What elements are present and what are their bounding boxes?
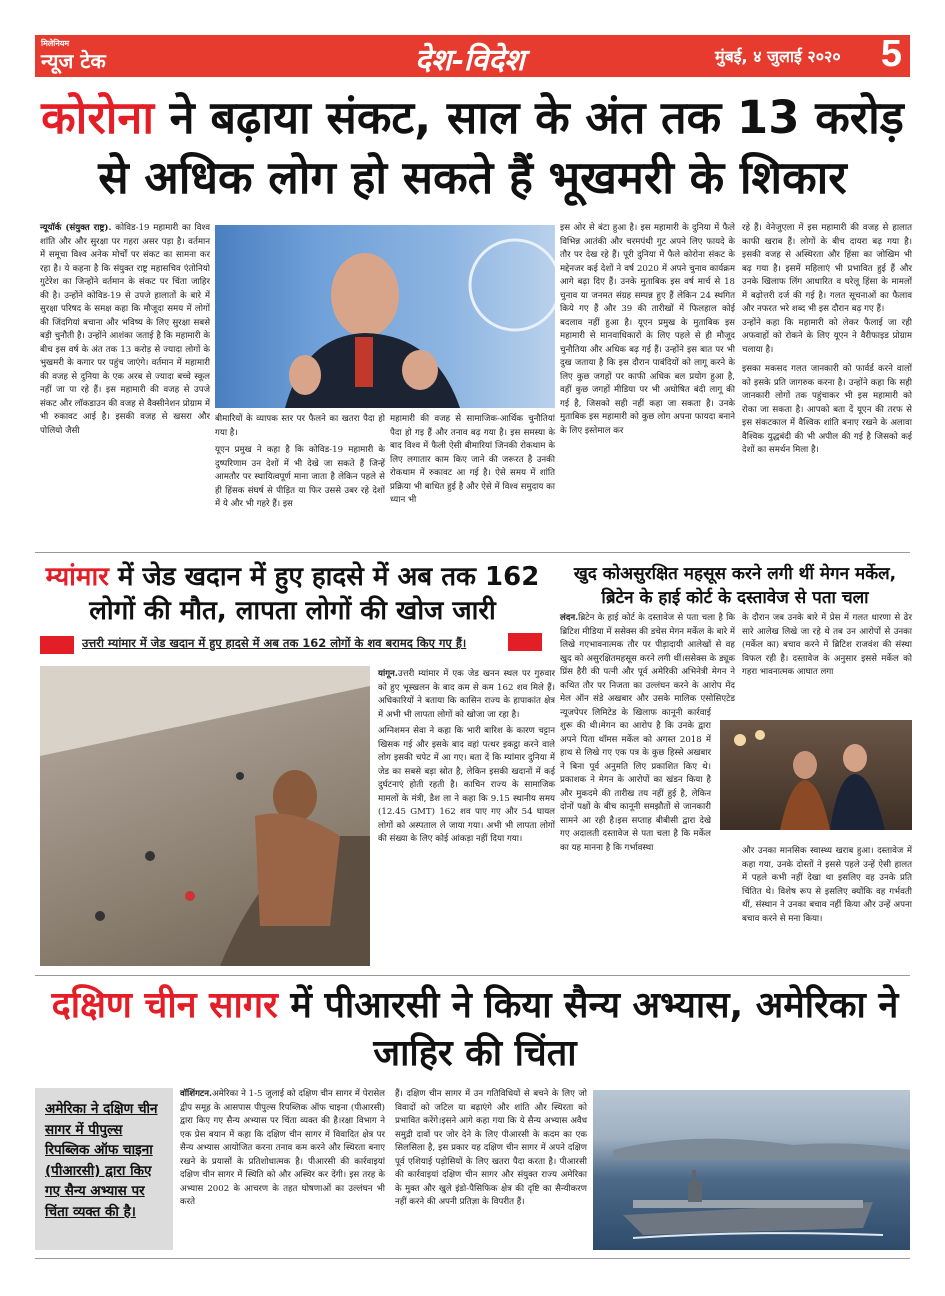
divider — [35, 1258, 910, 1259]
article-column: और उनका मानसिक स्वास्थ्य खराब हुआ। दस्तावेज में कहा गया, उनके दोस्तों ने इससे पहले उन्हें ऐसी हालत में पहले कभी नहीं देखा था इसलिए वह उनके प्रति चिंतित थे। विशेष रूप से इसलिए क्योंकि वह गर्भवती थीं, संस्थान ने उनका बचाव नहीं किया और उन्हें अपना बचाव करने से मना किया। — [742, 846, 912, 924]
headline-text: में पीआरसी ने किया सैन्य अभ्यास, अमेरिका ने जाहिर की चिंता — [277, 985, 899, 1074]
brand-small: मिलेनियम — [41, 39, 70, 48]
dateline: न्यूयॉर्क (संयुक्त राष्ट्र). — [40, 223, 112, 233]
photo-guterres — [215, 225, 555, 408]
body-text: इसका मकसद गलत जानकारी को फार्वर्ड करने वालों को इसके प्रति जागरुक करना है। उन्होंने कहा कि सही जानकारी लोगों तक पहुंचाकर भी इस महामारी को रोका जा सकता है। आपको बता दें यूएन की तरफ से इस संकटकाल में वैश्विक शांति बनाए रखने के अलावा वैश्विक युद्धबंदी की भी अपील की गई है जिसको कई देशों का समर्थन मिला है। — [742, 364, 912, 455]
photo-mine — [40, 666, 370, 966]
body-text: कोविड-19 महामारी का विश्व शांति और और सुरक्षा पर गहरा असर पड़ा है। वर्तमान में समूचा विश्व अनेक मोर्चों पर संकट का सामना कर रहा है। ये कहना है कि संयुक्त राष्ट्र महासचिव एंतोनियो गुटेरेश का जिन्होंने वर्तमान के संकट पर चिंता जाहिर की है। उन्होंने कोविड-19 से उपजे हालातों के बारे में सुरक्षा परिषद के समक्ष कहा कि मौजूदा समय में लोगों की जिंदगियां बचाना और भविष्य के लिए सुरक्षा सबसे बड़ी चुनौती है। उन्होंने आशंका जताई है कि महामारी के बीच इस वर्ष के अंत तक 13 करोड़ से ज्यादा लोगों के भुखमरी के कगार पर पहुंच जाएंगे। वर्तमान में महामारी की वजह से दुनिया के एक अरब से ज्यादा बच्चे स्कूल नहीं जा पा रहे हैं। इस महामारी की वजह से उपजे संकट और लॉकडाउन की वजह से वैक्सीनेशन प्रोग्राम में भी रुकावट आई है। इसकी वजह से खसरा और पोलियो जैसी — [40, 223, 210, 436]
page-number: 5 — [880, 33, 902, 75]
article-column — [378, 668, 555, 847]
body-text: बीमारियों के व्यापक स्तर पर फैलने का खतरा पैदा हो गया है। — [215, 414, 385, 438]
headline-south-china-sea — [40, 982, 910, 1078]
headline-meghan: खुद कोअसुरक्षित महसूस करने लगी थीं मेगन मर्केल, ब्रिटेन के हाई कोर्ट के दस्तावेज से पता चला — [573, 564, 897, 608]
headline-text: में जेड खदान में हुए हादसे में अब तक 162 लोगों की मौत, लापता लोगों की खोज जारी — [89, 562, 540, 626]
article-column: हैं। दक्षिण चीन सागर में उन गतिविधियों से बचने के लिए जो विवादों को जटिल या बढ़ाएंगे और शांति और स्थिरता को प्रभावित करेंगे।इसने आगे कहा गया कि ये सैन्य अभ्यास अवैध समुद्री दावों पर जोर देने के लिए पीआरसी के कदम का एक सिलसिला है, इस प्रकार यह दक्षिण चीन सागर में अपने दक्षिण पूर्व एशियाई पड़ोसियों के लिए खतरा पैदा करता है। पीआरसी की कार्रवाइयां दक्षिण चीन सागर और संयुक्त राज्य अमेरिका के मुक्त और खुले इंडो-पैसिफिक क्षेत्र की दृष्टि का सैन्यीकरण नहीं करने की अपनी प्रतिज्ञा के विपरीत हैं। — [395, 1089, 587, 1207]
section-title: देश-विदेश — [415, 43, 525, 78]
article-column — [560, 612, 735, 855]
article-column — [742, 222, 912, 458]
article-column: इस ओर से बंटा हुआ है। इस महामारी के दुनिया में फैले विभिन्न आतंकी और चरमपंथी गुट अपने लिए फायदे के तौर पर देख रहे हैं। पूरी दुनिया में फैले कोरोना संकट के मद्देनजर कई देशों ने वर्ष 2020 में अपने चुनाव कार्यक्रम आगे बढ़ा दिए हैं। उनके मुताबिक इस वर्ष मार्च से 18 चुनाव या जनमत संग्रह सम्पन्न हुए हैं लेकिन 24 स्थगित किये गए हैं और 39 की तारीखों में फिलहाल कोई बदलाव नहीं हुआ है। यूएन प्रमुख के मुताबिक इस महामारी से मानवाधिकारों के लिए पहले से ही मौजूद चुनौतिया और अधिक बढ़ गई हैं। उन्होंने इस बात पर भी दुख जताया है कि इस दौरान पाबंदियों को लागू करने के लिए कुछ जगहों पर काफी अधिक बल प्रयोग हुआ है, वहीं कुछ जगहों मीडिया पर भी अघोषित बंदी लागू की गई है, जिसको सही नहीं कहा जा सकता है। उनके मुताबिक इस महामारी को कुछ लोग अपना फायदा बनाने के लिए इस्तेमाल कर — [560, 223, 735, 436]
body-text: ब्रिटेन के हाई कोर्ट के दस्तावेज से पता चला है कि ब्रिटिश मीडिया में ससेक्स की डचेस मेगन मर्केल के बारे में लिखे गएभावनात्मक तौर पर पीड़ादायी आलेखों से वह खुद को असुरक्षितमहसूस करने लगी थीं।ससेक्स के ड्यूक प्रिंस हैरी की पत्नी और पूर्व अमेरिकी अभिनेत्री मेगन ने कथित तौर पर निजता का उल्लंघन करने के आरोप मेंद मेल ऑन संडे अखबार और उसके मालिक एसोसिएटेड न्यूजपेपर लिमिटेड के खिलाफ कानूनी कार्रवाई शुरू की थी।मेगन का आरोप है कि उनके द्वारा अपने पिता थॉमस मर्केल को अगस्त 2018 में हाथ से लिखे गए एक पत्र के कुछ हिस्से अखबार ने बिना पूर्व अनुमति लिए प्रकाशित किए थे। प्रकाशक ने मेगन के आरोपों का खंडन किया है और मुकदमे की तारीख तय नहीं हुई है, लेकिन दोनों पक्षों के बीच कानूनी समझौतों से जानकारी सामने आ रही है।इस सप्ताह बीबीसी द्वारा देखे गए अदालती दस्तावेज से पता चला है कि मर्केल का यह मानना है कि गर्भावस्था — [560, 613, 735, 853]
article-column — [180, 1088, 385, 1210]
headline-corona — [35, 88, 910, 208]
carrier-illustration — [593, 1090, 910, 1250]
divider — [35, 552, 910, 553]
red-marker — [40, 636, 74, 654]
mine-illustration — [40, 666, 370, 966]
headline-text: ने बढ़ाया संकट, साल के अंत तक 13 करोड़ से अधिक लोग हो सकते हैं भूखमरी के शिकार — [98, 91, 904, 204]
body-text: रहे हैं। वेनेजुएला में इस महामारी की वजह से हालात काफी खराब हैं। लोगों के बीच दायरा बढ़ गया है। इसकी वजह से अस्थिरता और हिंसा का जोखिम भी बढ़ गया है। इसमें महिलाएं भी प्रभावित हुई हैं और उनके खिलाफ लिंग आधारित व घरेलू हिंसा के मामलों में बढ़ोत्तरी दर्ज की गई है। गलत सूचनाओं का फैलाव और नफरत भरे शब्द भी इस दौरान बढ़ गए हैं। — [742, 223, 912, 314]
red-marker — [508, 633, 542, 651]
body-text: उन्होंने कहा कि महामारी को लेकर फैलाई जा रही अफवाहों को रोकने के लिए यूएन ने वैरीफाइड प्रोग्राम चलाया है। — [742, 317, 912, 355]
issue-date: मुंबई, ४ जुलाई २०२० — [715, 47, 841, 66]
headline-myanmar — [40, 560, 545, 628]
subheadline: उत्तरी म्यांमार में जेड खदान में हुए हादसे में अब तक 162 लोगों के शव बरामद किए गए हैं। — [82, 636, 467, 650]
headline-red-word: म्यांमार — [45, 562, 109, 592]
dateline: यांगून. — [378, 669, 398, 679]
article-column — [40, 222, 210, 438]
person-illustration — [215, 225, 555, 408]
headline-red-word: दक्षिण चीन सागर — [51, 985, 278, 1026]
masthead — [35, 35, 910, 77]
divider — [35, 975, 910, 976]
dateline: लंदन. — [560, 613, 579, 623]
headline-red-word: कोरोना — [41, 91, 155, 144]
article-column: के दौरान जब उनके बारे में प्रेस में गलत धारणा से ढेर सारे आलेख लिखे जा रहे थे तब उन आरोपों से उनका (मर्केल का) बचाव करने में ब्रिटिश राजवंश की संस्था विफल रही है। दस्तावेज के अनुसार इससे मर्केल को गहरा भावनात्मक आघात लगा — [742, 613, 912, 677]
photo-aircraft-carrier — [593, 1090, 910, 1250]
body-text: अग्निशमन सेवा ने कहा कि भारी बारिश के कारण चट्टान खिसक गई और इसके बाद वहां पत्थर इकट्ठा करने वाले लोग इसकी चपेट में आ गए। बता दें कि म्यांमार दुनिया में जेड का सबसे बड़ा स्रोत है, लेकिन इसकी खदानों में कई दुर्घटनाएं होती रहती है। काचिन राज्य के सामाजिक मामलों के मंत्री, डैश ला ने कहा कि 9.15 स्थानीय समय (12.45 GMT) 162 शव पाए गए और 54 घायल लोगों को अस्पताल ले जाया गया। अभी भी लापता लोगों की संख्या के लिए कोई आंकड़ा नहीं दिया गया। — [378, 726, 555, 844]
article-column: महामारी की वजह से सामाजिक-आर्थिक चुनौतियां पैदा हो गइ हैं और तनाव बढ़ गया है। इस समस्या के बाद विश्व में फैली ऐसी बीमारियां जिनकी रोकथाम के लिए लगातार काम किए जाने की जरूरत है उनकी रोकथाम में रुकावट आ गई है। ऐसे समय में शांति प्रक्रिया भी बाधित हुई है और ऐसे में विश्व समुदाय का ध्यान भी — [390, 414, 555, 505]
brand-logo: न्यूज टेक — [41, 49, 106, 73]
article-column — [215, 413, 385, 512]
highlight-box — [35, 1088, 173, 1250]
couple-illustration — [720, 720, 912, 830]
body-text: यूएन प्रमुख ने कहा है कि कोविड-19 महामारी के दुष्परिणाम उन देशों में भी देखे जा सकते हैं जिन्हें आमतौर पर स्थायित्वपूर्ण माना जाता है लेकिन पहले से ही हिंसक संघर्ष से पीड़ित या फिर उससे उबर रहे देशों में ये और भी गहरे हैं। इस — [215, 445, 385, 509]
body-text: अमेरिका ने 1-5 जुलाई को दक्षिण चीन सागर में पेरासेल द्वीप समूह के आसपास पीपुल्स रिपब्लिक ऑफ चाइना (पीआरसी) द्वारा किए गए सैन्य अभ्यास पर चिंता व्यक्त की है।रक्षा विभाग ने एक प्रेस बयान में कहा कि दक्षिण चीन सागर में विवादित क्षेत्र पर सैन्य अभ्यास आयोजित करना तनाव कम करने और स्थिरता बनाए रखने के प्रयासों के प्रतिशोधात्मक है। पीआरसी की कार्रवाइयां दक्षिण चीन सागर में स्थिति को और अस्थिर कर देंगी। इस तरह के अभ्यास 2002 के आचरण के तहत घोषणाओं का उल्लंघन भी करते — [180, 1089, 385, 1207]
highlight-text: अमेरिका ने दक्षिण चीन सागर में पीपुल्स रिपब्लिक ऑफ चाइना (पीआरसी) द्वारा किए गए सैन्य अभ्यास पर चिंता व्यक्त की है। — [45, 1101, 158, 1220]
dateline: वॉशिंगटन. — [180, 1089, 213, 1099]
body-text: उत्तरी म्यांमार में एक जेड खनन स्थल पर गुरुवार को हुए भूस्खलन के बाद कम से कम 162 शव मिले हैं। अधिकारियों ने बताया कि कासिन राज्य के हापाकांत क्षेत्र में अभी भी लापता लोगों को खोजा जा रहा है। — [378, 669, 555, 720]
photo-meghan-harry — [720, 720, 912, 830]
